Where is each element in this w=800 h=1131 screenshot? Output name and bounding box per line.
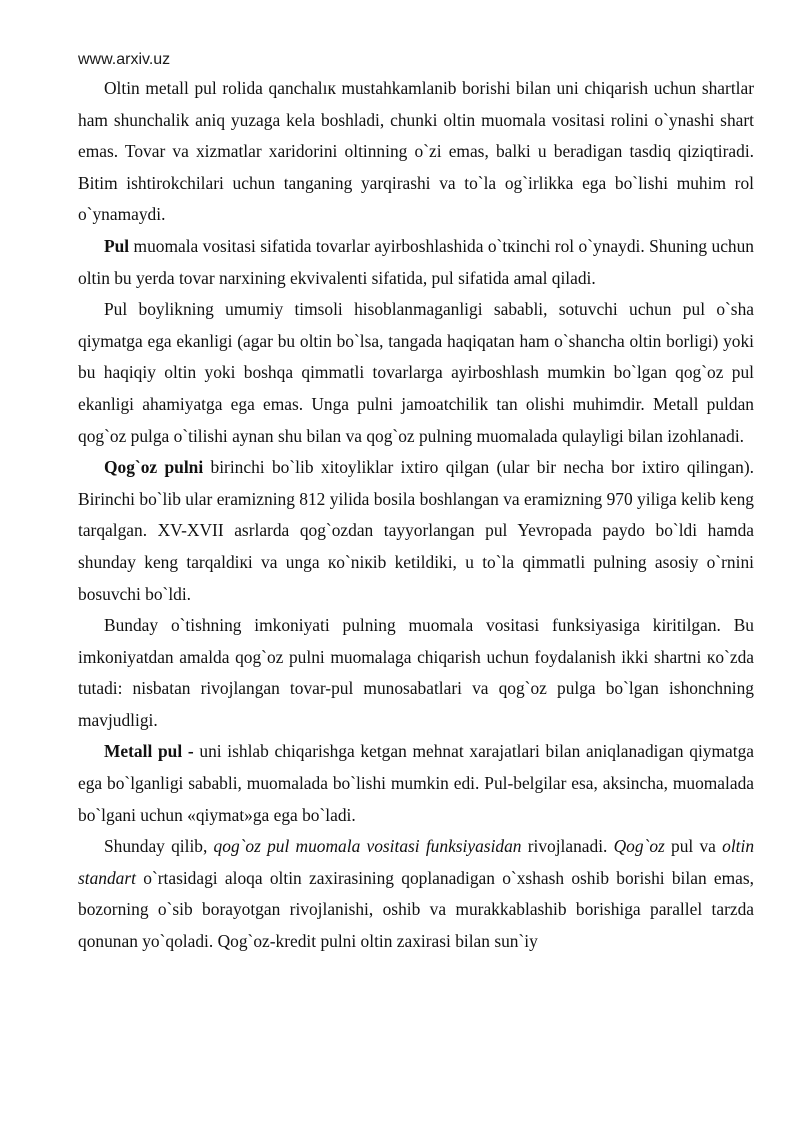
paragraph-text: Bunday o`tishning imkoniyati pulning muomala vositasi funksiyasiga kiritilgan. Bu imkoniyatdan amalda qog`oz pulni muomalaga chiqarish uchun foydalanish ikki shartni кo`zda tutadi: nisbatan rivojlangan tovar-pul munosabatlari va qog`oz pulga bo`lgan ishonchning mavjudligi. xyxy=(78,615,754,730)
paragraph-5 xyxy=(78,610,754,736)
paragraph-3 xyxy=(78,294,754,452)
paragraph-6 xyxy=(78,736,754,831)
paragraph-text: o`rtasidagi aloqa oltin zaxirasining qoplanadigan o`xshash oshib borishi bilan emas, bozorning o`sib borayotgan rivojlanishi, oshib va murakkablashib borishiga parallel tarzda qonunan yo`qoladi. Qog`oz-kredit pulni oltin zaxirasi bilan sun`iy xyxy=(78,867,754,952)
paragraph-1 xyxy=(78,73,754,231)
site-url: www.arxiv.uz xyxy=(78,51,171,68)
paragraph-text: birinchi bo`lib xitoyliklar ixtiro qilgan (ular bir necha bor ixtiro qilingan). Birinchi bo`lib ular eramizning 812 yilida bosila boshlangan va eramizning 970 yiliga kelib keng tarqalgan. XV-XVII asrlarda qog`ozdan tayyorlangan pul Yevropada paydo bo`ldi hamda shunday keng tarqaldiкi va unga кo`niкib ketildiki, u to`la qimmatli pulning asosiy o`rnini bosuvchi bo`ldi. xyxy=(78,457,754,604)
term-bold: Pul xyxy=(104,235,130,256)
paragraph-text: Oltin metall pul rolida qanchalıк mustahkamlanib borishi bilan uni chiqarish uchun shartlar ham shunchalik aniq yuzaga kela boshladi, chunki oltin muomala vositasi rolini o`ynashi shart emas. Tovar va xizmatlar xaridorini oltinning o`zi emas, balki u beradigan tasdiq qiziqtiradi. Bitim ishtirokchilari uchun tanganing yarqirashi va to`la og`irlikka ega bo`lishi muhim rol o`ynamaydi. xyxy=(78,78,754,225)
term-italic: oltin standart xyxy=(78,836,755,888)
paragraph-text: Pul boylikning umumiy timsoli hisoblanmaganligi sababli, sotuvchi uchun pul o`sha qiymatga ega ekanligi (agar bu oltin bo`lsa, tangada haqiqatan ham o`shancha oltin borligi) yoki bu haqiqiy oltin yoki boshqa qimmatli tovarlarga ayirboshlash mumkin bo`lgan qog`oz pul ekanligi ahamiyatga ega emas. Unga pulni jamoatchilik tan olishi muhimdir. Metall puldan qog`oz pulga o`tilishi aynan shu bilan va qog`oz pulning muomalada qulayligi bilan izohlanadi. xyxy=(78,299,754,446)
paragraph-text: pul va xyxy=(664,836,723,857)
term-italic: Qog`oz xyxy=(613,836,665,857)
paragraph-7 xyxy=(78,831,754,957)
term-bold: Qog`oz pulni xyxy=(104,457,204,478)
paragraph-text: Shunday qilib, xyxy=(104,836,214,857)
paragraph-text: uni ishlab chiqarishga ketgan mehnat xarajatlari bilan aniqlanadigan qiymatga ega bo`lganligi sababli, muomalada bo`lishi mumkin edi. Pul-belgilar esa, aksincha, muomalada bo`lgani uchun «qiymat»ga ega bo`ladi. xyxy=(78,741,754,825)
term-italic: qog`oz pul muomala vositasi funksiyasidan xyxy=(213,836,522,857)
document-body xyxy=(78,73,754,958)
paragraph-text: rivojlanadi. xyxy=(521,836,614,857)
paragraph-2 xyxy=(78,231,754,294)
term-bold: Metall pul - xyxy=(104,741,194,762)
paragraph-text: muomala vositasi sifatida tovarlar ayirboshlashida o`tкinchi rol o`ynaydi. Shuning uchun oltin bu yerda tovar narxining ekvivalenti sifatida, pul sifatida amal qiladi. xyxy=(78,235,754,288)
paragraph-4 xyxy=(78,452,754,610)
